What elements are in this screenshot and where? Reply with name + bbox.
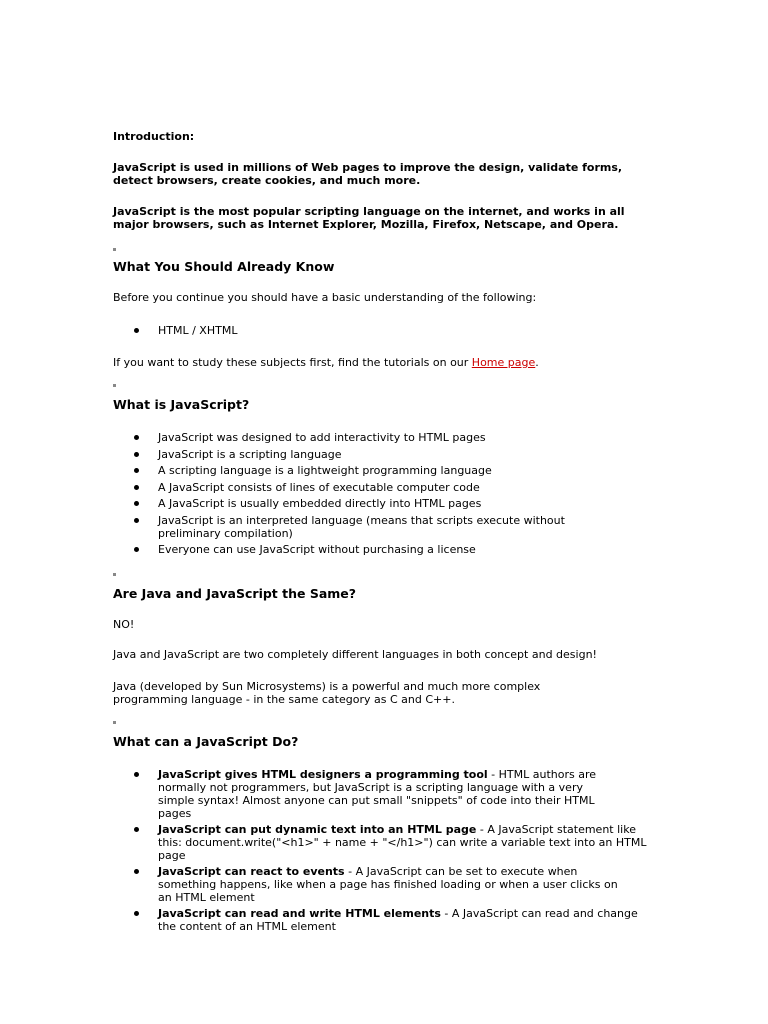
section-heading-know: What You Should Already Know: [113, 259, 335, 274]
section-heading-can-do: What can a JavaScript Do?: [113, 734, 299, 749]
bullet-icon: [134, 911, 139, 916]
section-heading-what-is: What is JavaScript?: [113, 397, 250, 412]
what-is-list: [113, 431, 658, 560]
bullet-icon: [134, 452, 139, 457]
separator-dot: [113, 248, 116, 251]
intro-label: Introduction:: [113, 130, 195, 143]
list-item: A JavaScript is usually embedded directly into HTML pages: [113, 497, 658, 510]
bullet-icon: [134, 435, 139, 440]
know-list: [113, 324, 658, 341]
separator-dot: [113, 721, 116, 724]
list-item: JavaScript is an interpreted language (means that scripts execute without preliminary compilation): [113, 514, 658, 540]
section-heading-same: Are Java and JavaScript the Same?: [113, 586, 357, 601]
bullet-icon: [134, 468, 139, 473]
bullet-icon: [134, 827, 139, 832]
same-paragraph-2: Java (developed by Sun Microsystems) is a powerful and much more complex programming language - in the same category as C and C++.: [113, 680, 541, 706]
separator-dot: [113, 573, 116, 576]
intro-paragraph-2: JavaScript is the most popular scripting language on the internet, and works in all major browsers, such as Internet Explorer, Mozilla, Firefox, Netscape, and Opera.: [113, 205, 625, 231]
know-lead: Before you continue you should have a basic understanding of the following:: [113, 291, 537, 304]
list-item: JavaScript gives HTML designers a programming tool - HTML authors are normally not programmers, but JavaScript is a scripting language with a very simple syntax! Almost anyone can put small "snippets" of code into their HTML pages: [113, 768, 658, 820]
list-item: JavaScript was designed to add interactivity to HTML pages: [113, 431, 658, 444]
intro-paragraph-1: JavaScript is used in millions of Web pages to improve the design, validate forms, detect browsers, create cookies, and much more.: [113, 161, 623, 187]
list-item: HTML / XHTML: [113, 324, 658, 337]
home-page-link[interactable]: Home page: [471, 356, 536, 369]
list-item: A scripting language is a lightweight programming language: [113, 464, 658, 477]
study-paragraph: If you want to study these subjects first, find the tutorials on our Home page.: [113, 356, 539, 369]
bullet-icon: [134, 772, 139, 777]
list-item: Everyone can use JavaScript without purchasing a license: [113, 543, 658, 556]
list-item: JavaScript can put dynamic text into an HTML page - A JavaScript statement like this: document.write("<h1>" + name + "</h1>") can write a variable text into an HTML page: [113, 823, 658, 862]
list-item: A JavaScript consists of lines of executable computer code: [113, 481, 658, 494]
bullet-icon: [134, 869, 139, 874]
can-do-list: [113, 768, 658, 936]
bullet-icon: [134, 328, 139, 333]
bullet-icon: [134, 547, 139, 552]
list-item: JavaScript can react to events - A JavaScript can be set to execute when something happens, like when a page has finished loading or when a user clicks on an HTML element: [113, 865, 658, 904]
same-paragraph-1: Java and JavaScript are two completely different languages in both concept and design!: [113, 648, 597, 661]
bullet-icon: [134, 501, 139, 506]
list-item: JavaScript can read and write HTML elements - A JavaScript can read and change the content of an HTML element: [113, 907, 658, 933]
same-answer: NO!: [113, 618, 135, 631]
bullet-icon: [134, 485, 139, 490]
separator-dot: [113, 384, 116, 387]
bullet-icon: [134, 518, 139, 523]
list-item: JavaScript is a scripting language: [113, 448, 658, 461]
